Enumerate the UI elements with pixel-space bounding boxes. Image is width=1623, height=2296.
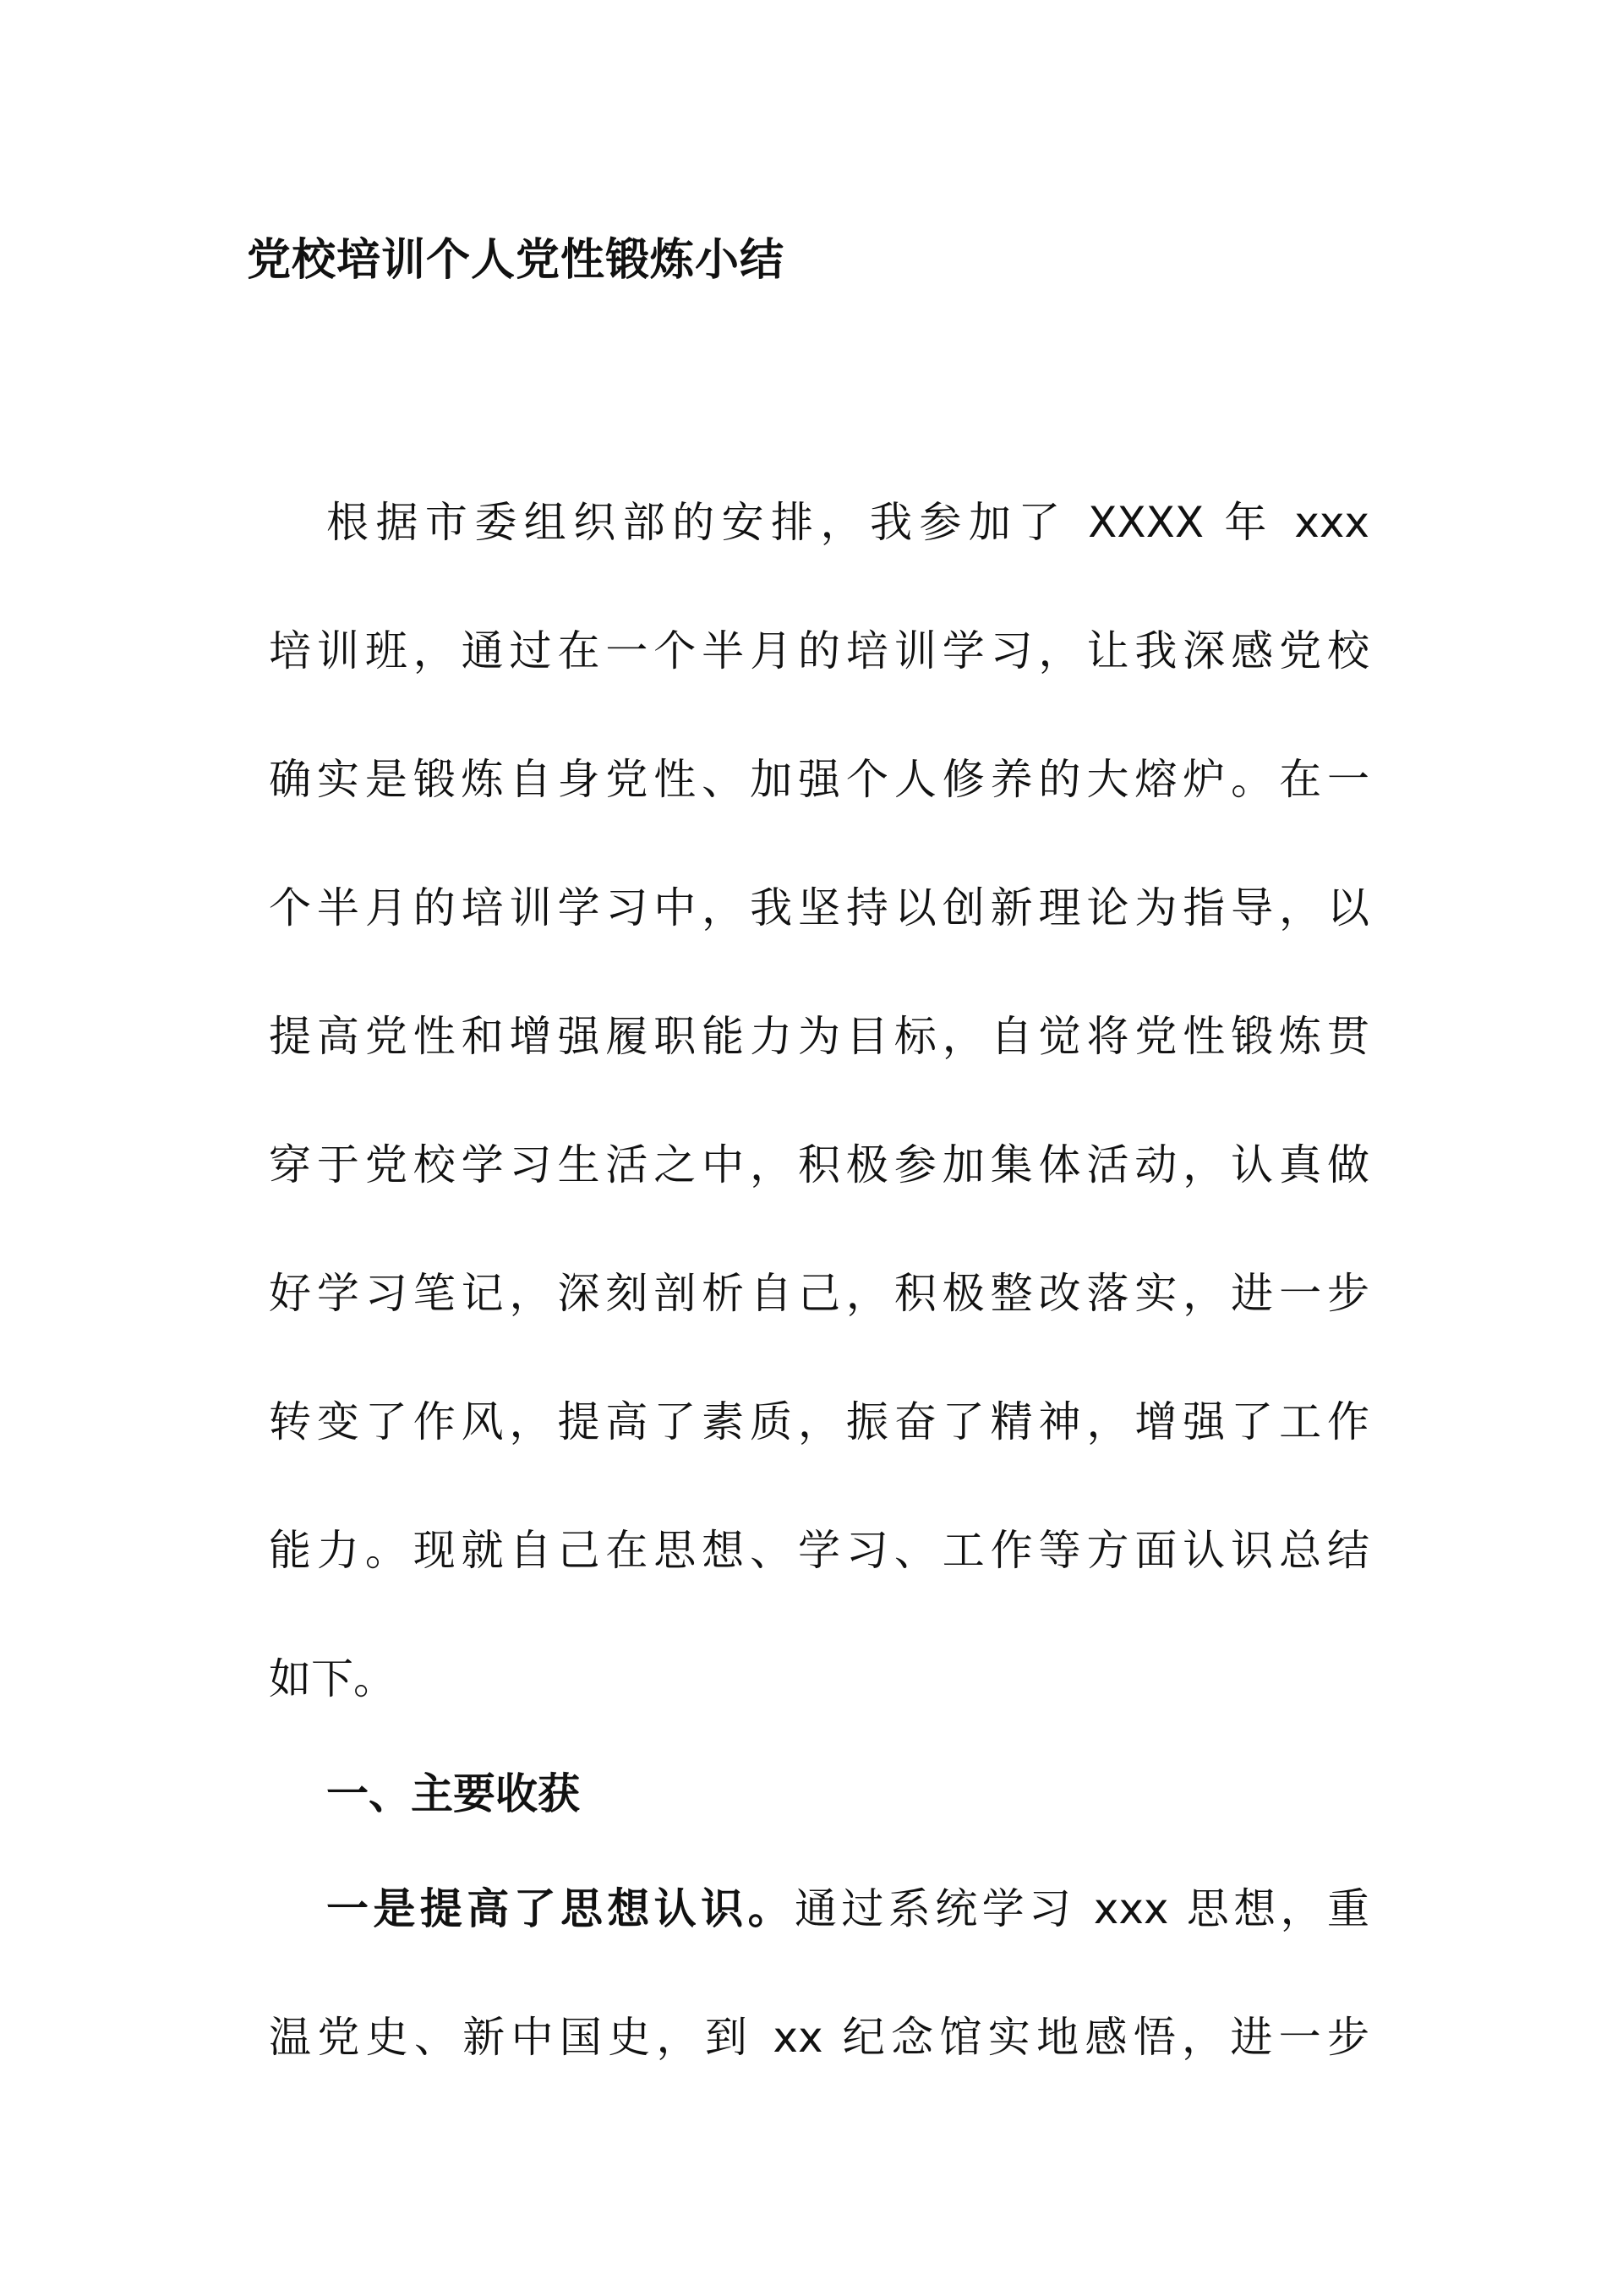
paragraph-line: 根据市委组织部的安排，我参加了 XXXX 年 xxx (326, 498, 1369, 547)
paragraph-line: 个半月的培训学习中，我坚持以创新理论为指导，以 (269, 883, 1369, 932)
paragraph-line: 确实是锻炼自身党性、加强个人修养的大熔炉。在一 (269, 755, 1369, 804)
paragraph-line: 转变了作风，提高了素质，振奋了精神，增强了工作 (269, 1397, 1369, 1446)
paragraph-line: 穿于党校学习生活之中，积极参加集体活动，认真做 (269, 1140, 1369, 1189)
point-lead: 一是提高了思想认识。 (326, 1884, 795, 1933)
paragraph-line: 提高党性和增强履职能力为目标，自觉将党性锻炼贯 (269, 1012, 1369, 1061)
paragraph-line: 好学习笔记，深刻剖析自己，积极整改落实，进一步 (269, 1269, 1369, 1318)
section-heading: 一、主要收获 (326, 1769, 580, 1818)
point-line (326, 1875, 1369, 1943)
document-title: 党校培训个人党性锻炼小结 (247, 235, 785, 286)
point-text: 通过系统学习 xxx 思想，重 (795, 1884, 1370, 1933)
point-line: 温党史、新中国史，到 xx 纪念馆实地感悟，进一步 (269, 2013, 1369, 2062)
paragraph-line: 能力。现就自己在思想、学习、工作等方面认识总结 (269, 1526, 1369, 1575)
paragraph-line: 如下。 (269, 1654, 396, 1703)
paragraph-line: 培训班，通过在一个半月的培训学习，让我深感党校 (269, 626, 1369, 675)
